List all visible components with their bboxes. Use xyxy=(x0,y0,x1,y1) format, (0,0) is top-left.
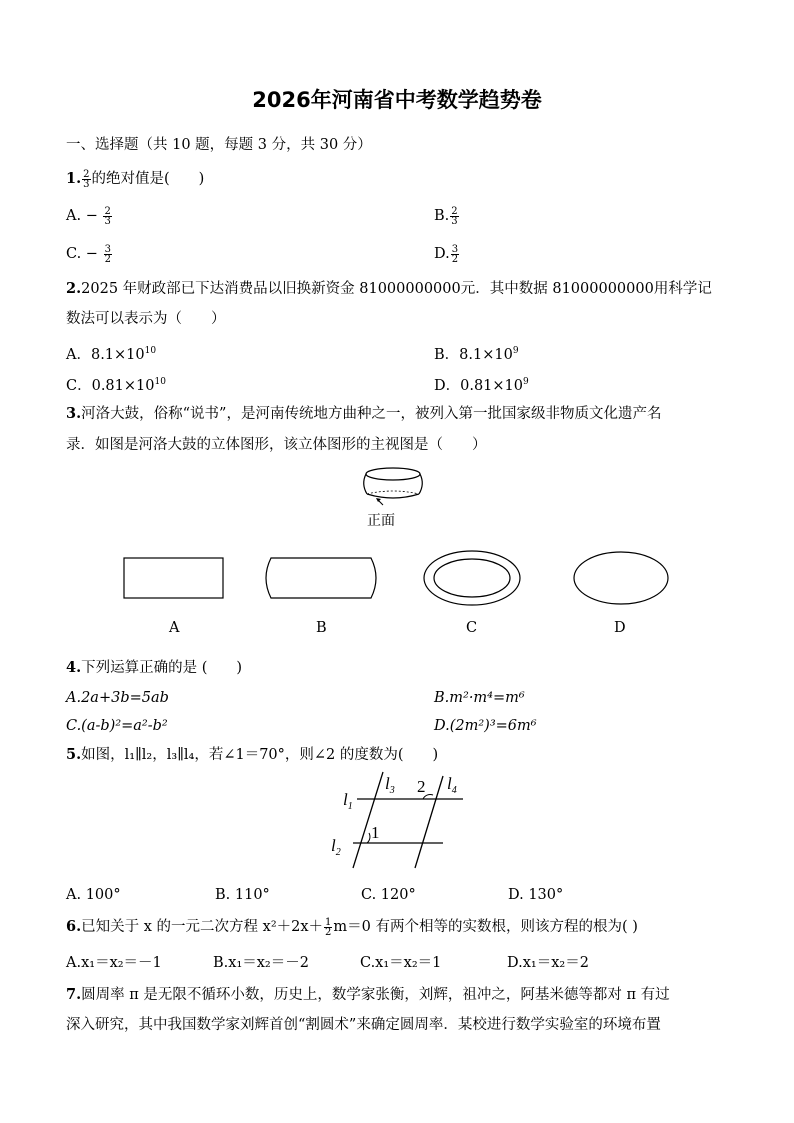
question-3: 3.河洛大鼓，俗称“说书”，是河南传统地方曲种之一，被列入第一批国家级非物质文化遗产名 xyxy=(66,405,662,422)
option-d: D. $\frac{3}{2}$ xyxy=(434,243,459,265)
question-5: 5.如图，l₁∥l₂，l₃∥l₄，若∠1＝70°，则∠2 的度数为( ) xyxy=(66,746,439,763)
question-3-line2: 录．如图是河洛大鼓的立体图形，该立体图形的主视图是（ ） xyxy=(66,437,487,453)
option-b: B.x₁＝x₂＝－2 xyxy=(213,955,309,971)
label-l3: $l_3$ xyxy=(385,774,395,796)
option-d: D. 130° xyxy=(508,887,564,903)
option-b: B.m²·m⁴=m⁶ xyxy=(434,690,525,706)
option-d: D.(2m²)³=6m⁶ xyxy=(434,718,537,734)
option-a: A. 100° xyxy=(66,887,121,903)
option-c-inner-ellipse xyxy=(434,559,510,597)
question-2-line2: 数法可以表示为（ ） xyxy=(66,311,226,327)
label-l1: $l_1$ xyxy=(343,790,353,812)
option-c: C. − $\frac{3}{2}$ xyxy=(66,243,111,265)
section-heading: 一、选择题（共 10 题，每题 3 分，共 30 分） xyxy=(66,137,372,153)
question-2: 2.2025 年财政部已下达消费品以旧换新资金 81000000000元．其中数据 81000000000用科学记 xyxy=(66,280,712,297)
option-c: C. 120° xyxy=(361,887,416,903)
q3-option-figures xyxy=(110,548,690,610)
question-6: 6.已知关于 x 的一元二次方程 x²＋2x＋ $\frac{1}{2}$ m＝0 有两个相等的实数根，则该方程的根为( ) xyxy=(66,916,638,938)
option-c: C．$0.81\times 10^{10}$ xyxy=(66,377,166,394)
question-7: 7.圆周率 π 是无限不循环小数，历史上，数学家张衡，刘辉，祖冲之，阿基米德等都对 π 有过 xyxy=(66,986,670,1003)
option-a-rectangle xyxy=(124,558,223,598)
option-a: A. − $\frac{2}{3}$ xyxy=(66,205,111,227)
option-b-rounded-shape xyxy=(266,558,376,598)
option-a: A．$8.1\times 10^{10}$ xyxy=(66,346,157,363)
figure-label-c: C xyxy=(466,620,478,636)
label-l4: $l_4$ xyxy=(447,774,457,796)
parallel-lines-figure xyxy=(325,770,475,870)
option-d-ellipse xyxy=(574,552,668,604)
option-c: C.x₁＝x₂＝1 xyxy=(360,955,442,971)
question-4: 4.下列运算正确的是 ( ) xyxy=(66,659,243,676)
page-title: 2026年河南省中考数学趋势卷 xyxy=(252,88,542,112)
fraction: $\frac{2}{3}$ xyxy=(83,168,90,190)
option-c: C.(a-b)²=a²-b² xyxy=(66,718,168,734)
figure-label-a: A xyxy=(169,620,180,636)
option-b: B．$8.1\times 10^9$ xyxy=(434,346,519,363)
angle-1-label: 1 xyxy=(371,823,380,842)
option-d: D．$0.81\times 10^9$ xyxy=(434,377,529,394)
question-7-line2: 深入研究，其中我国数学家刘辉首创“割圆术”来确定圆周率．某校进行数学实验室的环境布置 xyxy=(66,1017,661,1033)
label-l2: $l_2$ xyxy=(331,836,341,858)
question-stem: 的绝对值是( ) xyxy=(91,171,205,187)
angle-2-label: 2 xyxy=(417,777,426,796)
front-label: 正面 xyxy=(367,513,395,529)
option-a: A.x₁＝x₂＝－1 xyxy=(66,955,162,971)
question-1 xyxy=(66,169,204,189)
option-d: D.x₁＝x₂＝2 xyxy=(507,955,589,971)
option-b: B. $\frac{2}{3}$ xyxy=(434,205,458,227)
figure-label-b: B xyxy=(316,620,327,636)
question-number: 1. xyxy=(66,170,82,187)
figure-label-d: D xyxy=(614,620,626,636)
option-a: A.2a+3b=5ab xyxy=(66,690,169,706)
option-b: B. 110° xyxy=(215,887,270,903)
